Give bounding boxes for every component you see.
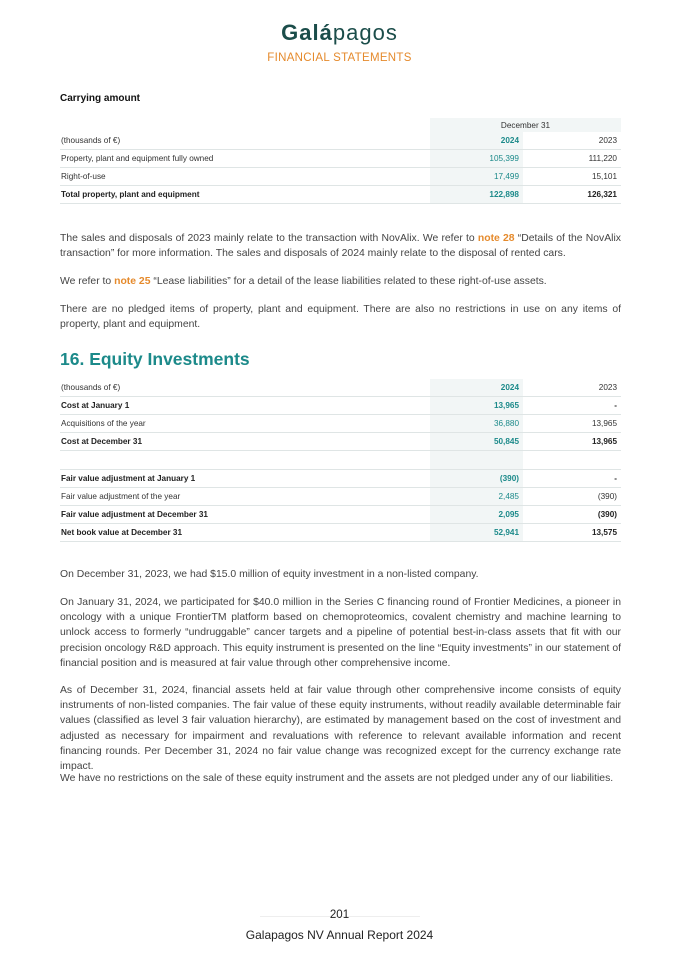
paragraph-novalix [60,231,621,261]
text-span: “Details of the NovAlix transaction” for more information. The sales and disposals of 2024 mainly relate to the disposal of rented cars. [60,233,621,260]
galapagos-logo [0,18,679,48]
value-2023: 13,575 [523,524,621,542]
value-2024: 13,965 [430,397,523,415]
row-label: Property, plant and equipment fully owned [60,150,430,168]
table-row [60,168,621,186]
unit-label: (thousands of €) [60,132,430,150]
row-label: Fair value adjustment at January 1 [60,470,430,488]
table-header-row [60,379,621,397]
paragraph-restrictions: We have no restrictions on the sale of these equity instrument and the assets are not pledged under any of our liabilities. [60,773,614,784]
period-header: December 31 [430,118,621,132]
paragraph-frontier-medicines: On January 31, 2024, we participated for $40.0 million in the Series C financing round of Frontier Medicines, a pioneer in oncology with a unique FrontierTM platform based on chemoproteomics, covalent chemistry and machine learning to unlock access to formerly “undruggable” cancer targets and a pipeline of potential best-in-class assets that fit with our precision oncology R&D approach. This equity instrument is presented on the line “Equity investments” in our statement of financial position and is measured at fair value through other comprehensive income. [60,597,621,669]
value-2023: 13,965 [523,415,621,433]
row-label: Fair value adjustment at December 31 [60,506,430,524]
row-label: Cost at December 31 [60,433,430,451]
col-2024-header: 2024 [430,379,523,397]
table-row [60,506,621,524]
value-2023: (390) [523,506,621,524]
value-2024: 2,485 [430,488,523,506]
note-25-link[interactable]: note 25 [114,276,151,287]
value-2023: 13,965 [523,433,621,451]
text-span: We refer to [60,276,115,287]
row-label: Cost at January 1 [60,397,430,415]
table-header-row [60,132,621,150]
row-label: Total property, plant and equipment [60,186,430,204]
paragraph-pledged: There are no pledged items of property, plant and equipment. There are also no restrictions in use on any items of property, plant and equipment. [60,304,621,331]
value-2024: 36,880 [430,415,523,433]
value-2024: 50,845 [430,433,523,451]
spacer-row [60,451,621,470]
report-name: Galapagos NV Annual Report 2024 [245,928,434,942]
paragraph-lease [60,274,621,289]
value-2023: 15,101 [523,168,621,186]
value-2023: - [523,470,621,488]
value-2024: (390) [430,470,523,488]
table-row [60,488,621,506]
page-number: 201 [329,909,350,921]
row-label: Net book value at December 31 [60,524,430,542]
col-2023-header: 2023 [523,379,621,397]
row-label: Fair value adjustment of the year [60,488,430,506]
table-total-row [60,186,621,204]
section-subtitle: FINANCIAL STATEMENTS [267,52,412,64]
row-label: Acquisitions of the year [60,415,430,433]
col-2023-header: 2023 [523,132,621,150]
carrying-amount-table [60,118,621,204]
carrying-amount-title: Carrying amount [60,93,141,104]
value-2024: 122,898 [430,186,523,204]
table-row [60,433,621,451]
value-2023: 111,220 [523,150,621,168]
value-2023: 126,321 [523,186,621,204]
value-2023: - [523,397,621,415]
period-row [60,118,621,132]
row-label: Right-of-use [60,168,430,186]
equity-investments-table [60,379,621,542]
table-row [60,150,621,168]
value-2024: 52,941 [430,524,523,542]
table-row [60,397,621,415]
table-row [60,415,621,433]
logo-bold-part: Galá [281,20,333,45]
paragraph-fair-value: As of December 31, 2024, financial assets held at fair value through other comprehensive income consists of equity instruments of non-listed companies. The fair value of these equity instruments, without readily available determinable fair values (classified as level 3 fair valuation hierarchy), are estimated by management based on the cost of investment and adjusted as necessary for impairment and revaluations with reference to relevant available information and recent financing rounds. Per December 31, 2024 no fair value change was recognized except for the currency exchange rate impact. [60,685,621,773]
table-row [60,470,621,488]
paragraph-equity-2023: On December 31, 2023, we had $15.0 million of equity investment in a non-listed company. [60,569,479,580]
text-span: “Lease liabilities” for a detail of the lease liabilities related to these right-of-use assets. [150,276,547,287]
value-2024: 105,399 [430,150,523,168]
value-2024: 17,499 [430,168,523,186]
value-2023: (390) [523,488,621,506]
col-2024-header: 2024 [430,132,523,150]
note-28-link[interactable]: note 28 [477,233,515,244]
text-span: The sales and disposals of 2023 mainly relate to the transaction with NovAlix. We refer to [60,233,478,244]
logo-rest-part: pagos [332,20,398,45]
unit-label: (thousands of €) [60,379,430,397]
table-total-row [60,524,621,542]
equity-investments-heading: 16. Equity Investments [60,349,250,369]
page-header [0,18,679,64]
value-2024: 2,095 [430,506,523,524]
